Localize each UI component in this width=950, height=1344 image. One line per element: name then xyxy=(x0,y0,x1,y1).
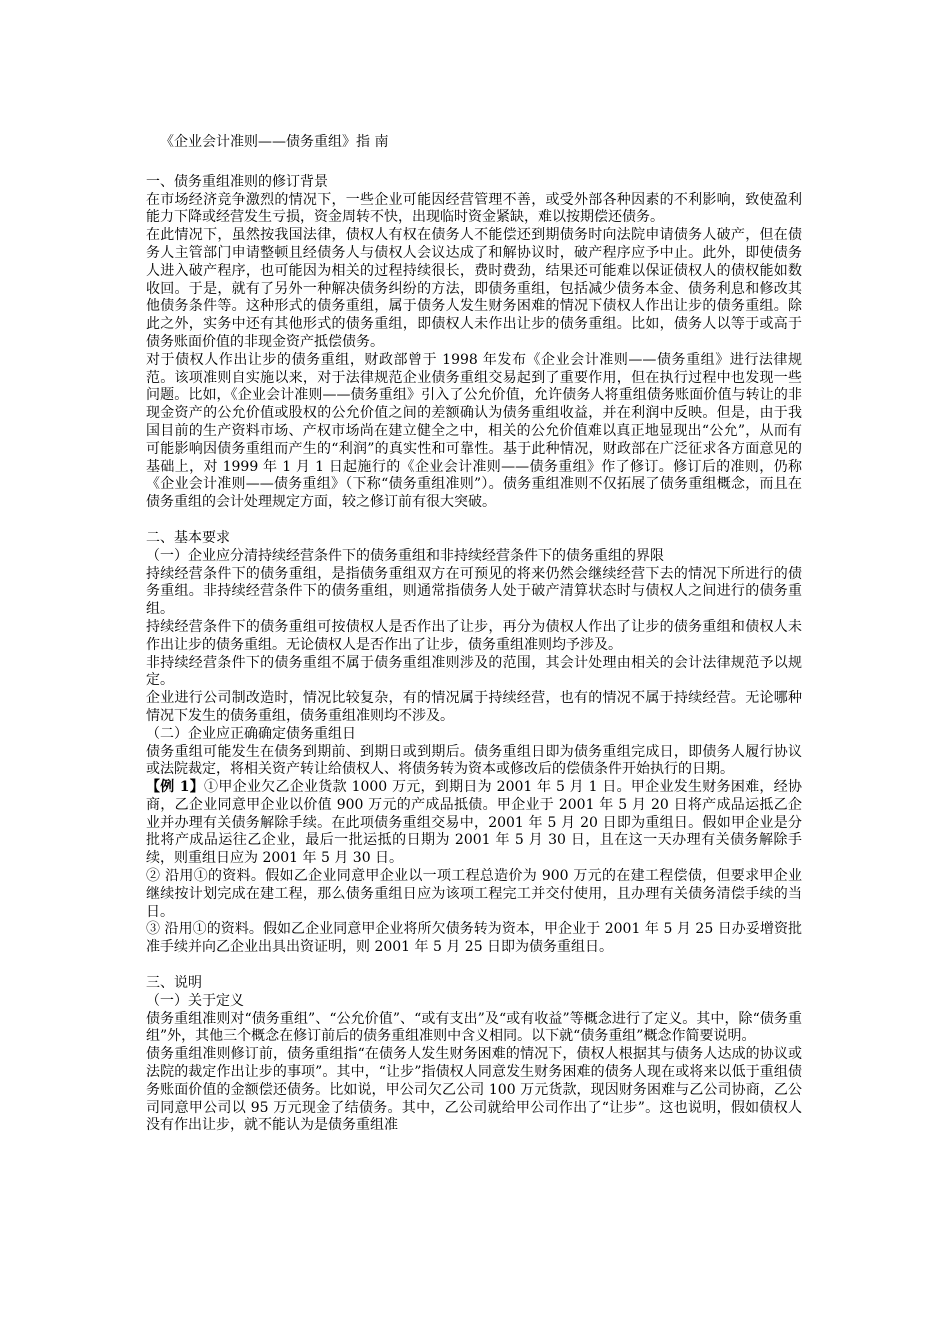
subsection-heading: （二）企业应正确确定债务重组日 xyxy=(146,725,356,742)
paragraph: 债务重组准则对“债务重组”、“公允价值”、“或有支出”及“或有收益”等概念进行了定义。其中，除“债务重组”外，其他三个概念在修订前后的债务重组准则中含义相同。以下就“债务重组”概念作简要说明。 xyxy=(146,1010,802,1045)
example-text: ①甲企业欠乙企业货款 1000 万元，到期日为 2001 年 5 月 1 日。甲企业发生财务困难，经协商，乙企业同意甲企业以价值 900 万元的产成品抵债。甲企业于 2001 年 5 月 20 日将产成品运抵乙企业并办理有关债务解除手续。在此项债务重组交易中，2001 年 5 月 20 日即为重组日。假如甲企业是分批将产成品运往乙企业，最后一批运抵的日期为 2001 年 5 月 30 日，且在这一天办理有关债务解除手续，则重组日应为 2001 年 5 月 30 日。 xyxy=(146,779,802,867)
document-title: 《企业会计准则——债务重组》指 南 xyxy=(160,134,389,150)
paragraph: ② 沿用①的资料。假如乙企业同意甲企业以一项工程总造价为 900 万元的在建工程偿债，但要求甲企业继续按计划完成在建工程，那么债务重组日应为该项工程完工并交付使用，且办理有关债务清偿手续的当日。 xyxy=(146,868,802,920)
document-page xyxy=(146,134,802,1135)
section-1 xyxy=(146,174,802,512)
subsection-heading: （一）关于定义 xyxy=(146,992,244,1009)
section-heading: 一、债务重组准则的修订背景 xyxy=(146,173,328,190)
paragraph: 在此情况下，虽然按我国法律，债权人有权在债务人不能偿还到期债务时向法院申请债务人破产，但在债务人主管部门申请整顿且经债务人与债权人会议达成了和解协议时，破产程序应予中止。此外，即使债务人进入破产程序，也可能因为相关的过程持续很长，费时费劲，结果还可能难以保证债权人的债权能如数收回。于是，就有了另外一种解决债务纠纷的方法，即债务重组，包括减少债务本金、债务利息和修改其他债务条件等。这种形式的债务重组，属于债务人发生财务困难的情况下债权人作出让步的债务重组。除此之外，实务中还有其他形式的债务重组，即债权人未作出让步的债务重组。比如，债务人以等于或高于债务账面价值的非现金资产抵偿债务。 xyxy=(146,227,802,350)
section-heading: 二、基本要求 xyxy=(146,529,230,546)
section-gap xyxy=(146,512,802,530)
paragraph: 企业进行公司制改造时，情况比较复杂，有的情况属于持续经营，也有的情况不属于持续经营。无论哪种情况下发生的债务重组，债务重组准则均不涉及。 xyxy=(146,690,802,724)
paragraph: 债务重组准则修订前，债务重组指“在债务人发生财务困难的情况下，债权人根据其与债务人达成的协议或法院的裁定作出让步的事项”。其中，“让步”指债权人同意发生财务困难的债务人现在或将来以低于重组债务账面价值的金额偿还债务。比如说，甲公司欠乙公司 100 万元货款，现因财务困难与乙公司协商，乙公司同意甲公司以 95 万元现金了结债务。其中，乙公司就给甲公司作出了“让步”。这也说明，假如债权人没有作出让步，就不能认为是债务重组准 xyxy=(146,1046,802,1134)
paragraph: 非持续经营条件下的债务重组不属于债务重组准则涉及的范围，其会计处理由相关的会计法律规范予以规定。 xyxy=(146,654,802,689)
section-3 xyxy=(146,975,802,1135)
section-gap xyxy=(146,957,802,975)
section-2 xyxy=(146,530,802,957)
section-heading: 三、说明 xyxy=(146,975,202,992)
example-paragraph xyxy=(146,779,802,868)
subsection-heading: （一）企业应分清持续经营条件下的债务重组和非持续经营条件下的债务重组的界限 xyxy=(146,547,664,564)
paragraph: ③ 沿用①的资料。假如乙企业同意甲企业将所欠债务转为资本，甲企业于 2001 年 5 月 25 日办妥增资批准手续并向乙企业出具出资证明，则 2001 年 5 月 25 日即为债务重组日。 xyxy=(146,921,802,956)
paragraph: 持续经营条件下的债务重组，是指债务重组双方在可预见的将来仍然会继续经营下去的情况下所进行的债务重组。非持续经营条件下的债务重组，则通常指债务人处于破产清算状态时与债权人之间进行的债务重组。 xyxy=(146,565,802,618)
example-label: 【例 1】 xyxy=(146,779,205,796)
paragraph: 在市场经济竞争激烈的情况下，一些企业可能因经营管理不善，或受外部各种因素的不利影响，致使盈利能力下降或经营发生亏损，资金周转不快，出现临时资金紧缺，难以按期偿还债务。 xyxy=(146,191,802,226)
paragraph: 债务重组可能发生在债务到期前、到期日或到期后。债务重组日即为债务重组完成日，即债务人履行协议或法院裁定，将相关资产转让给债权人、将债务转为资本或修改后的偿债条件开始执行的日期。 xyxy=(146,743,802,778)
paragraph: 持续经营条件下的债务重组可按债权人是否作出了让步，再分为债权人作出了让步的债务重组和债权人未作出让步的债务重组。无论债权人是否作出了让步，债务重组准则均予涉及。 xyxy=(146,618,802,653)
paragraph: 对于债权人作出让步的债务重组，财政部曾于 1998 年发布《企业会计准则——债务重组》进行法律规范。该项准则自实施以来，对于法律规范企业债务重组交易起到了重要作用，但在执行过程中也发现一些问题。比如，《企业会计准则——债务重组》引入了公允价值，允许债务人将重组债务账面价值与转让的非现金资产的公允价值或股权的公允价值之间的差额确认为债务重组收益，并在利润中反映。但是，由于我国目前的生产资料市场、产权市场尚在建立健全之中，相关的公允价值难以真正地显现出“公允”，从而有可能影响因债务重组而产生的“利润”的真实性和可靠性。基于此种情况，财政部在广泛征求各方面意见的基础上，对 1999 年 1 月 1 日起施行的《企业会计准则——债务重组》作了修订。修订后的准则，仍称《企业会计准则——债务重组》（下称“债务重组准则”）。债务重组准则不仅拓展了债务重组概念，而且在债务重组的会计处理规定方面，较之修订前有很大突破。 xyxy=(146,351,802,511)
